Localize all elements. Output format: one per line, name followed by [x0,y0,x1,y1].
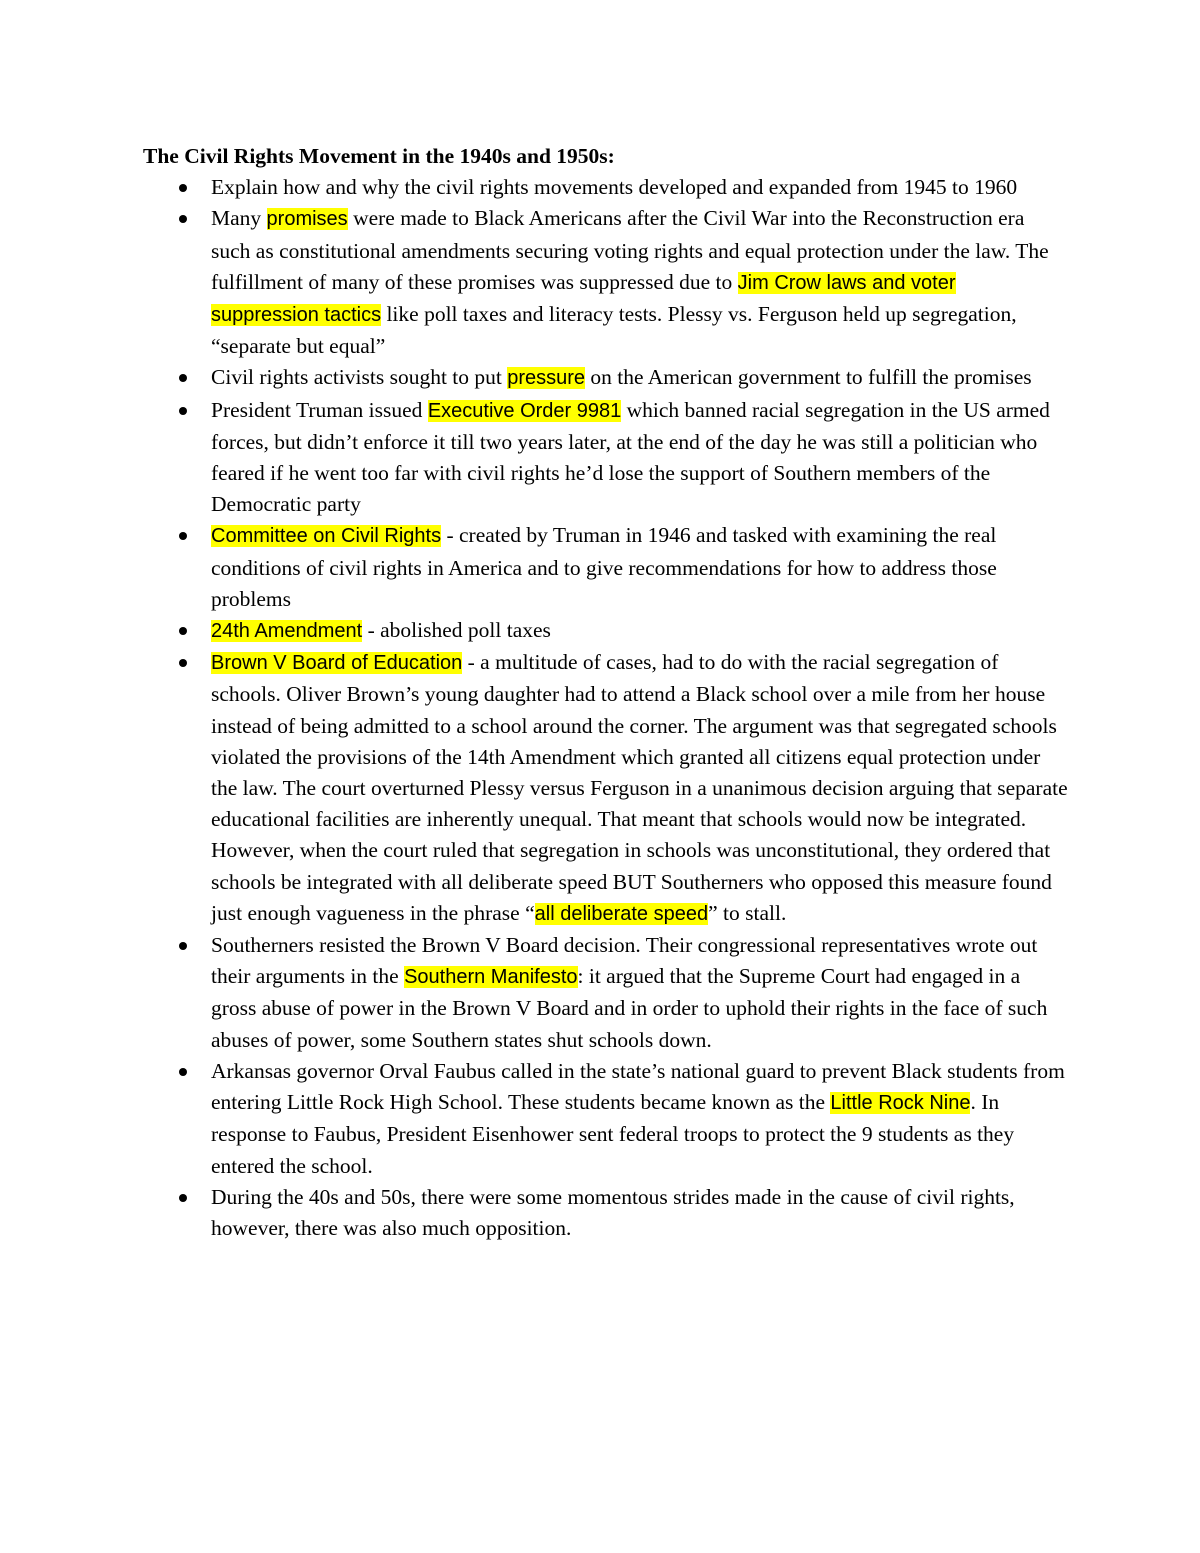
bullet-text: on the American government to fulfill the promises [585,365,1032,390]
bullet-text: Many [211,206,267,231]
bullet-text: were made to Black Americans after the Civil War into the Reconstruction era such as constitutional amendments securing voting rights and equal protection under the law. The fulfillment of many of these promises was suppressed due to [211,206,1049,294]
bullet-text: Civil rights activists sought to put [211,365,508,390]
bullet-text: . In response to Faubus, President Eisenhower sent federal troops to protect the 9 students as they entered the school. [211,1090,1015,1178]
highlighted-term: promises [266,208,348,231]
highlighted-term: 24th Amendment [211,620,363,643]
bullet-text: Southerners resisted the Brown V Board decision. Their congressional representatives wrote out their arguments in the [211,933,1038,989]
bullet-item [143,647,1068,930]
highlighted-term: Committee on Civil Rights [211,525,442,548]
highlighted-term: Jim Crow laws and voter suppression tactics [211,271,956,327]
bullet-text: - abolished poll taxes [362,618,551,643]
bullet-dot-icon [179,184,187,192]
bullet-text: - created by Truman in 1946 and tasked with examining the real conditions of civil rights in America and to give recommendations for how to address those problems [211,523,997,611]
bullet-dot-icon [179,942,187,950]
highlighted-term: Brown V Board of Education [211,652,463,675]
bullet-dot-icon [179,627,187,635]
bullet-item [143,362,1068,394]
bullet-item [143,615,1068,647]
bullet-item [143,395,1068,521]
bullet-dot-icon [179,659,187,667]
bullet-item [143,1056,1068,1182]
bullet-text: Explain how and why the civil rights movements developed and expanded from 1945 to 1960 [211,175,1018,200]
bullet-text: - a multitude of cases, had to do with the racial segregation of schools. Oliver Brown’s young daughter had to attend a Black school over a mile from her house instead of being admitted to a school around the corner. The argument was that segregated schools violated the provisions of the 14th Amendment which granted all citizens equal protection under the law. The court overturned Plessy versus Ferguson in a unanimous decision arguing that separate educational facilities are inherently unequal. That meant that schools would now be integrated. However, when the court ruled that segregation in schools was unconstitutional, they ordered that schools be integrated with all deliberate speed BUT Southerners who opposed this measure found just enough vagueness in the phrase “ [211,650,1068,925]
bullet-dot-icon [179,407,187,415]
bullet-dot-icon [179,1194,187,1202]
bullet-text: : it argued that the Supreme Court had engaged in a gross abuse of power in the Brown V Board and in order to uphold their rights in the face of such abuses of power, some Southern states shut schools down. [211,964,1048,1052]
highlighted-term: Southern Manifesto [404,966,578,989]
bullet-dot-icon [179,1068,187,1076]
highlighted-term: Executive Order 9981 [427,399,622,422]
highlighted-term: Little Rock Nine [830,1092,971,1115]
document-title: The Civil Rights Movement in the 1940s and 1950s: [143,144,615,168]
bullet-item [143,520,1068,615]
bullet-text: During the 40s and 50s, there were some momentous strides made in the cause of civil rights, however, there was also much opposition. [211,1184,1015,1240]
bullet-item [143,930,1068,1056]
bullet-dot-icon [179,532,187,540]
bullet-text: ” to stall. [708,900,787,925]
highlighted-term: all deliberate speed [534,902,709,925]
bullet-item [143,1182,1068,1244]
bullet-text: President Truman issued [211,397,428,422]
document-body [143,141,1068,1244]
bullet-dot-icon [179,374,187,382]
bullet-dot-icon [179,215,187,223]
bullet-text: like poll taxes and literacy tests. Plessy vs. Ferguson held up segregation, “separate but equal” [211,302,1017,359]
bullet-text: which banned racial segregation in the US armed forces, but didn’t enforce it till two years later, at the end of the day he was still a politician who feared if he went too far with civil rights he’d lose the support of Southern members of the Democratic party [211,397,1050,517]
bullet-list [143,172,1068,1244]
bullet-item [143,172,1068,203]
highlighted-term: pressure [507,367,586,390]
bullet-text: Arkansas governor Orval Faubus called in the state’s national guard to prevent Black students from entering Little Rock High School. These students became known as the [211,1058,1065,1115]
bullet-item [143,203,1068,362]
